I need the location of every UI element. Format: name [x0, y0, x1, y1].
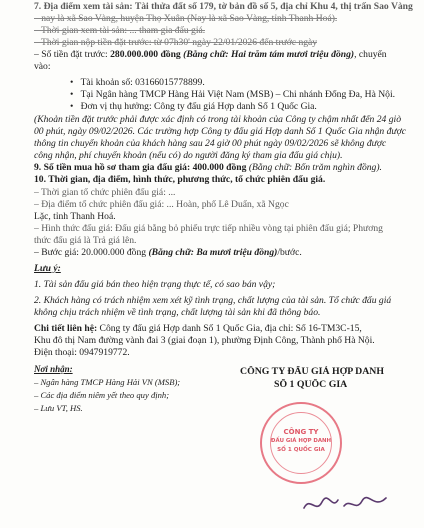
bullet-icon: •	[70, 89, 81, 100]
line-17: Lặc, tỉnh Thanh Hoá.	[34, 211, 116, 222]
section-10-heading: 10. Thời gian, địa điểm, hình thức, phương thức, tổ chức phiên đấu giá.	[34, 174, 326, 185]
contact-phone: Điện thoại: 0947919772.	[34, 347, 130, 358]
seal-line2: ĐẤU GIÁ HỢP DANH	[270, 438, 332, 444]
signature-scribble	[300, 492, 392, 516]
line-16: – Địa điểm tổ chức phiên đấu giá: ... Hoàn, phố Lê Duẩn, xã Ngọc	[34, 199, 289, 210]
line-2: – Thời gian xem tài sản: ... tham gia đấu giá.	[34, 25, 206, 36]
line-1: – nay là xã Sao Vàng, huyện Thọ Xuân (Nay là xã Sao Vàng, tỉnh Thanh Hoá).	[34, 13, 338, 24]
note-1: 1. Tài sản đấu giá bán theo hiện trạng thực tế, có sao bán vậy;	[34, 279, 276, 290]
line-5: vào:	[34, 61, 51, 72]
bullet-bank: • Tại Ngân hàng TMCP Hàng Hải Việt Nam (MSB) – Chi nhánh Đống Đa, Hà Nội.	[70, 89, 396, 100]
note-2: 2. Khách hàng có trách nhiệm xem xét kỹ tình trạng, chất lượng của tài sản. Tổ chức đấu giá	[34, 295, 392, 306]
section-9-heading: 9. Số tiền mua hồ sơ tham gia đấu giá: 400.000 đồng (Bằng chữ: Bốn trăm nghìn đồng).	[34, 162, 382, 173]
contact-line: Chi tiết liên hệ: Công ty đấu giá Hợp danh Số 1 Quốc Gia, địa chỉ: Số 16-TM3C-15,	[34, 323, 362, 334]
note-2-cont: không chịu trách nhiệm về tình trạng, chất lượng tài sản khi đã thông báo.	[34, 307, 321, 318]
line-10: 00 phút, ngày 09/02/2026. Các trường hợp Công ty đấu giá Hợp danh Số 1 Quốc Gia nhận được	[34, 126, 407, 137]
recipient-3: – Lưu VT, HS.	[34, 403, 83, 413]
seal-line1: CÔNG TY	[283, 428, 319, 436]
recipients-heading: Nơi nhận:	[34, 364, 73, 374]
line-4: – Số tiền đặt trước: 280.000.000 đồng (Bằng chữ: Hai trăm tám mươi triệu đồng), chuyển	[34, 49, 387, 60]
bullet-icon: •	[70, 77, 81, 88]
signature-org-line2: SỐ 1 QUỐC GIA	[274, 379, 348, 390]
recipient-1: – Ngân hàng TMCP Hàng Hải VN (MSB);	[34, 377, 181, 387]
signature-org-line1: CÔNG TY ĐẤU GIÁ HỢP DANH	[240, 366, 384, 377]
contact-address: Khu đô thị Nam đường vành đai 3 (giai đoạn 1), phường Định Công, Thành phố Hà Nội.	[34, 335, 375, 346]
bullet-beneficiary: • Đơn vị thụ hưởng: Công ty đấu giá Hợp danh Số 1 Quốc Gia.	[70, 101, 317, 112]
line-15: – Thời gian tổ chức phiên đấu giá: ...	[34, 187, 176, 198]
line-19: thức đấu giá là Trả giá lên.	[34, 235, 137, 246]
line-0: 7. Địa điểm xem tài sản: Tài thửa đất số 179, tờ bản đồ số 5, địa chỉ Khu 4, thị trấn Sao Vàng	[34, 1, 413, 12]
line-9: (Khoản tiền đặt trước phải được xác định có trong tài khoản của Công ty chậm nhất đến 24 giờ	[34, 114, 402, 125]
line-12: công nhận, phí chuyển khoản (nếu có) do người đăng ký tham gia đấu giá chịu).	[34, 150, 343, 161]
note-heading: Lưu ý:	[34, 263, 61, 274]
line-3: – Thời gian nộp tiền đặt trước: từ 07h30' ngày 22/01/2026 đến trước ngày	[34, 37, 318, 48]
recipient-2: – Các địa điểm niêm yết theo quy định;	[34, 390, 170, 400]
line-11: thông tin chuyển khoản của khách hàng sau 24 giờ 00 phút ngày 09/02/2026 sẽ không được	[34, 138, 387, 149]
bullet-account-number: • Tài khoản số: 03166015778899.	[70, 77, 205, 88]
bullet-icon: •	[70, 101, 81, 112]
company-seal	[260, 402, 342, 484]
line-20: – Bước giá: 20.000.000 đồng (Bằng chữ: Ba mươi triệu đồng)/bước.	[34, 247, 302, 258]
line-18: – Hình thức đấu giá: Đấu giá bằng bỏ phiếu trực tiếp nhiều vòng tại phiên đấu giá; Phương	[34, 223, 383, 234]
seal-line3: SỐ 1 QUỐC GIA	[277, 447, 325, 453]
